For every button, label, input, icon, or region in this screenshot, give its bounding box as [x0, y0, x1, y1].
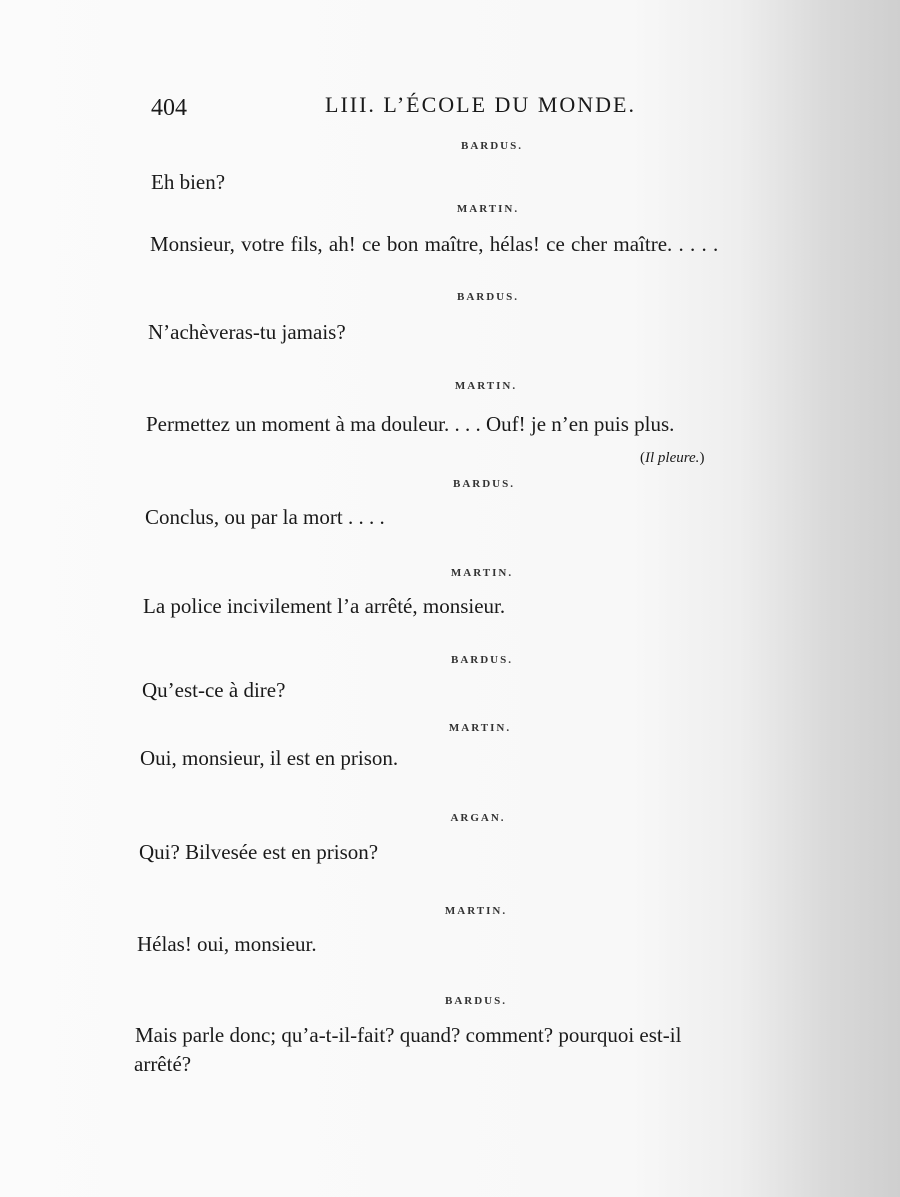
- dialogue-line: Permettez un moment à ma douleur. . . . Ouf! je n’en puis plus.: [146, 412, 675, 436]
- dialogue-line: Monsieur, votre fils, ah! ce bon maître, hélas! ce cher maître. . . . .: [150, 232, 719, 256]
- dialogue-line: La police incivilement l’a arrêté, monsieur.: [143, 594, 506, 618]
- dialogue-line: Conclus, ou par la mort . . . .: [145, 505, 385, 529]
- speaker-name: ARGAN.: [450, 812, 506, 824]
- speaker-name: BARDUS.: [453, 478, 515, 490]
- running-head: LIII. L’ÉCOLE DU MONDE.: [325, 92, 636, 117]
- dialogue-line: Mais parle donc; qu’a-t-il-fait? quand? comment? pourquoi est-il: [135, 1023, 682, 1047]
- speaker-name: BARDUS.: [445, 995, 507, 1007]
- speaker-name: MARTIN.: [448, 722, 512, 734]
- speaker-name: MARTIN.: [444, 905, 508, 917]
- stage-direction: (Il pleure.): [640, 450, 705, 466]
- dialogue-line: Hélas! oui, monsieur.: [137, 932, 317, 956]
- dialogue-line: arrêté?: [134, 1052, 192, 1076]
- dialogue-line: N’achèveras-tu jamais?: [148, 320, 346, 344]
- speaker-name: MARTIN.: [450, 567, 514, 579]
- dialogue-line: Qu’est-ce à dire?: [142, 678, 286, 702]
- speaker-name: MARTIN.: [456, 203, 520, 215]
- speaker-name: BARDUS.: [461, 140, 523, 152]
- dialogue-line: Eh bien?: [151, 170, 226, 194]
- speaker-name: BARDUS.: [451, 654, 513, 666]
- page-number: 404: [151, 95, 187, 121]
- speaker-name: MARTIN.: [454, 380, 518, 392]
- speaker-name: BARDUS.: [457, 291, 519, 303]
- dialogue-line: Qui? Bilvesée est en prison?: [139, 840, 379, 864]
- dialogue-line: Oui, monsieur, il est en prison.: [140, 746, 399, 770]
